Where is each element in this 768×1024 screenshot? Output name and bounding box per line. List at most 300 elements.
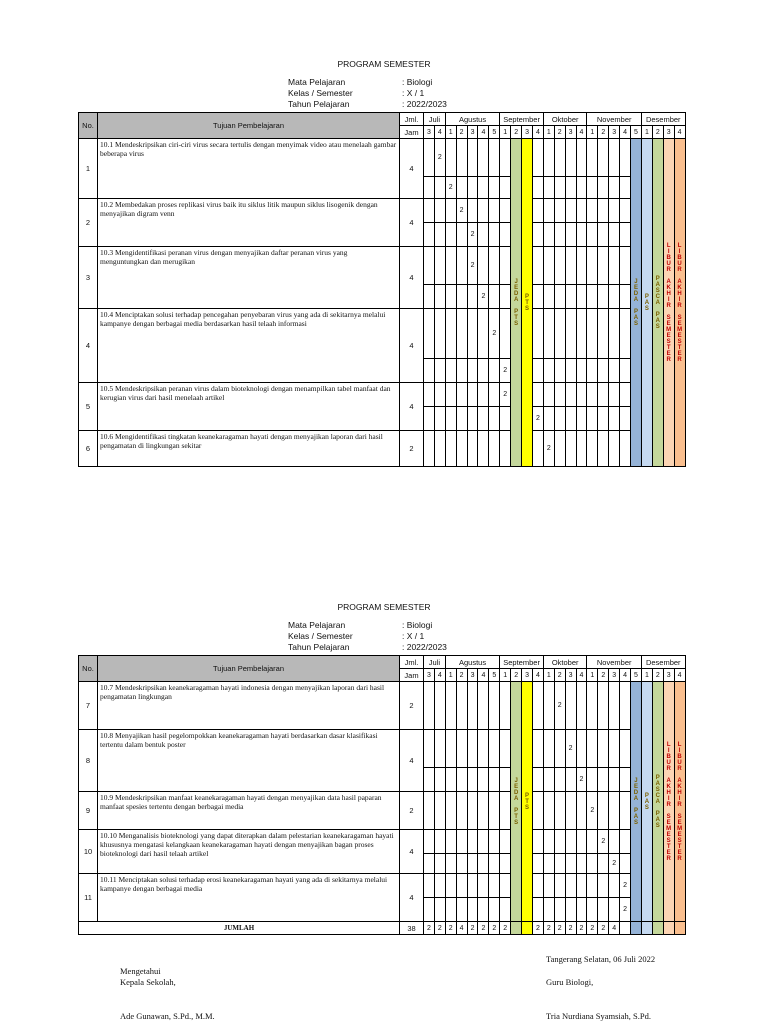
week-cell	[587, 898, 598, 922]
week-cell	[554, 309, 565, 359]
week-cell	[598, 898, 609, 922]
special-label: PASCA PAS	[654, 774, 661, 829]
week-cell: 2	[576, 768, 587, 792]
teacher-name: Tria Nurdiana Syamsiah, S.Pd.	[546, 1011, 651, 1021]
week-cell	[620, 682, 631, 730]
week-cell	[587, 309, 598, 359]
week-cell	[620, 309, 631, 359]
week-cell	[434, 682, 445, 730]
objective-code: 10.6	[100, 432, 115, 441]
meta-block	[288, 620, 447, 653]
week-cell	[620, 854, 631, 874]
header-month: September	[500, 113, 544, 126]
objective-text	[98, 247, 400, 309]
objective-desc: Mendeskripsikan keanekaragaman hayati indonesia dengan menyajikan laporan dari hasil pengamatan lingkungan	[100, 683, 385, 701]
week-cell	[478, 730, 489, 768]
week-cell	[500, 431, 511, 467]
header-week: 4	[620, 669, 631, 682]
week-cell	[554, 854, 565, 874]
week-cell	[500, 139, 511, 177]
week-cell	[424, 359, 435, 383]
header-jml: Jml.	[400, 656, 424, 669]
header-week: 3	[467, 126, 478, 139]
special-label: JEDA PAS	[632, 777, 639, 826]
jml-jam: 4	[400, 247, 424, 309]
week-cell	[445, 285, 456, 309]
week-cell	[554, 177, 565, 199]
week-cell	[554, 431, 565, 467]
week-cell	[620, 199, 631, 223]
week-cell	[456, 730, 467, 768]
week-cell	[620, 223, 631, 247]
objective-code: 10.9	[100, 793, 115, 802]
week-cell	[500, 768, 511, 792]
week-cell	[434, 830, 445, 854]
week-cell	[467, 874, 478, 898]
week-cell	[565, 309, 576, 359]
jumlah-week: 2	[445, 922, 456, 935]
week-cell	[554, 285, 565, 309]
week-cell	[598, 792, 609, 830]
header-week: 1	[641, 669, 652, 682]
header-week: 1	[500, 126, 511, 139]
sign-right-line1: Guru Biologi,	[546, 977, 594, 987]
week-cell	[598, 682, 609, 730]
week-cell	[620, 768, 631, 792]
special-label: PTS	[524, 293, 531, 312]
week-cell	[576, 247, 587, 285]
week-cell	[478, 139, 489, 177]
week-cell	[598, 854, 609, 874]
week-cell	[445, 730, 456, 768]
week-cell	[576, 177, 587, 199]
jumlah-week: 2	[489, 922, 500, 935]
row-number: 3	[79, 247, 98, 309]
week-cell	[532, 199, 543, 223]
week-cell: 2	[565, 730, 576, 768]
week-cell	[467, 139, 478, 177]
objective-code: 10.4	[100, 310, 115, 319]
week-cell	[434, 223, 445, 247]
jml-jam: 2	[400, 682, 424, 730]
week-cell	[478, 768, 489, 792]
header-week: 1	[641, 126, 652, 139]
week-cell: 2	[434, 139, 445, 177]
week-cell	[445, 407, 456, 431]
week-cell	[576, 730, 587, 768]
objective-text	[98, 874, 400, 922]
week-cell	[489, 830, 500, 854]
week-cell: 2	[500, 383, 511, 407]
special-label: LIBUR AKHIR SEMESTER	[676, 741, 683, 862]
week-cell	[434, 792, 445, 830]
special-column-libur2	[674, 139, 685, 467]
week-cell	[445, 830, 456, 854]
objective-desc: Mengidentifikasi peranan virus dengan menyajikan daftar peranan virus yang menguntungkan dan merugikan	[100, 248, 348, 266]
week-cell	[565, 792, 576, 830]
week-cell	[532, 247, 543, 285]
week-cell	[467, 830, 478, 854]
week-cell	[467, 898, 478, 922]
week-cell	[587, 383, 598, 407]
week-cell	[456, 359, 467, 383]
meta-label: Mata Pelajaran	[288, 620, 346, 630]
week-cell	[445, 854, 456, 874]
week-cell	[478, 898, 489, 922]
week-cell	[467, 177, 478, 199]
meta-label: Kelas / Semester	[288, 88, 353, 98]
week-cell	[456, 682, 467, 730]
week-cell	[445, 898, 456, 922]
header-week: 3	[424, 669, 435, 682]
header-week: 3	[424, 126, 435, 139]
week-cell	[500, 309, 511, 359]
week-cell	[576, 792, 587, 830]
week-cell	[543, 199, 554, 223]
header-week: 2	[554, 126, 565, 139]
week-cell: 2	[445, 177, 456, 199]
week-cell	[609, 359, 620, 383]
objective-text	[98, 383, 400, 431]
meta-label: Kelas / Semester	[288, 631, 353, 641]
week-cell	[543, 359, 554, 383]
week-cell	[565, 854, 576, 874]
week-cell	[434, 285, 445, 309]
week-cell	[543, 768, 554, 792]
week-cell	[434, 874, 445, 898]
week-cell	[587, 854, 598, 874]
week-cell	[445, 199, 456, 223]
jumlah-week	[641, 922, 652, 935]
week-cell	[500, 792, 511, 830]
week-cell	[554, 199, 565, 223]
header-week: 3	[609, 126, 620, 139]
week-cell: 2	[609, 854, 620, 874]
week-cell	[532, 359, 543, 383]
jumlah-week: 2	[500, 922, 511, 935]
objective-text	[98, 309, 400, 383]
week-cell	[500, 682, 511, 730]
row-number: 10	[79, 830, 98, 874]
jumlah-week	[663, 922, 674, 935]
week-cell	[445, 682, 456, 730]
header-jam: Jam	[400, 669, 424, 682]
week-cell	[456, 247, 467, 285]
special-label: PAS	[643, 293, 650, 312]
week-cell	[489, 247, 500, 285]
week-cell	[456, 139, 467, 177]
signature-right	[546, 977, 651, 1022]
week-cell	[554, 359, 565, 383]
jumlah-week: 4	[609, 922, 620, 935]
week-cell	[445, 359, 456, 383]
week-cell	[445, 768, 456, 792]
week-cell	[424, 431, 435, 467]
week-cell	[489, 177, 500, 199]
week-cell	[424, 854, 435, 874]
week-cell	[565, 768, 576, 792]
week-cell	[598, 309, 609, 359]
objective-code: 10.7	[100, 683, 115, 692]
week-cell	[543, 407, 554, 431]
header-week: 3	[565, 126, 576, 139]
special-column-libur1	[663, 682, 674, 922]
week-cell	[609, 682, 620, 730]
week-cell	[424, 285, 435, 309]
header-month: September	[500, 656, 544, 669]
jumlah-week: 2	[434, 922, 445, 935]
week-cell	[532, 682, 543, 730]
week-cell	[587, 830, 598, 854]
week-cell	[576, 383, 587, 407]
week-cell	[467, 682, 478, 730]
week-cell	[598, 199, 609, 223]
week-cell	[609, 285, 620, 309]
week-cell	[565, 177, 576, 199]
objective-desc: Mendeskripsikan peranan virus dalam bioteknologi dengan menampilkan tabel manfaat dan kerugian virus dari hasil menelaah artikel	[100, 384, 391, 402]
week-cell	[598, 431, 609, 467]
week-cell	[532, 139, 543, 177]
table-row	[79, 199, 686, 223]
week-cell	[598, 407, 609, 431]
special-label: LIBUR AKHIR SEMESTER	[665, 741, 672, 862]
week-cell	[598, 223, 609, 247]
week-cell	[554, 874, 565, 898]
week-cell	[478, 359, 489, 383]
week-cell	[576, 223, 587, 247]
signature-left	[120, 966, 215, 1022]
week-cell	[620, 383, 631, 407]
objective-text	[98, 431, 400, 467]
week-cell	[620, 247, 631, 285]
jumlah-week: 2	[554, 922, 565, 935]
week-cell	[565, 247, 576, 285]
week-cell	[609, 407, 620, 431]
week-cell	[434, 177, 445, 199]
jumlah-row	[79, 922, 686, 935]
week-cell	[456, 383, 467, 407]
jumlah-week: 2	[598, 922, 609, 935]
row-number: 8	[79, 730, 98, 792]
jumlah-week: 2	[587, 922, 598, 935]
week-cell	[500, 854, 511, 874]
week-cell	[554, 139, 565, 177]
week-cell	[424, 199, 435, 223]
week-cell	[532, 309, 543, 359]
meta-value: : 2022/2023	[402, 99, 447, 109]
header-month: November	[587, 113, 642, 126]
week-cell: 2	[456, 199, 467, 223]
header-week: 2	[456, 126, 467, 139]
week-cell: 2	[467, 247, 478, 285]
table-row	[79, 682, 686, 730]
row-number: 4	[79, 309, 98, 383]
header-tujuan: Tujuan Pembelajaran	[98, 656, 400, 682]
objective-code: 10.1	[100, 140, 115, 149]
header-week: 3	[522, 669, 533, 682]
meta-value: : 2022/2023	[402, 642, 447, 652]
week-cell	[576, 139, 587, 177]
week-cell	[424, 223, 435, 247]
week-cell	[554, 830, 565, 854]
week-cell	[456, 223, 467, 247]
week-cell	[467, 383, 478, 407]
principal-name: Ade Gunawan, S.Pd., M.M.	[120, 1011, 215, 1021]
week-cell	[424, 792, 435, 830]
header-week: 4	[674, 669, 685, 682]
week-cell	[554, 898, 565, 922]
week-cell	[467, 730, 478, 768]
week-cell	[478, 431, 489, 467]
week-cell	[424, 830, 435, 854]
week-cell	[445, 792, 456, 830]
week-cell	[543, 792, 554, 830]
jumlah-week	[522, 922, 533, 935]
jumlah-week: 2	[543, 922, 554, 935]
week-cell	[587, 682, 598, 730]
jumlah-week	[620, 922, 631, 935]
week-cell	[434, 854, 445, 874]
week-cell	[587, 177, 598, 199]
week-cell	[478, 854, 489, 874]
week-cell	[532, 223, 543, 247]
header-month: Desember	[641, 656, 685, 669]
jumlah-week: 4	[456, 922, 467, 935]
week-cell	[467, 768, 478, 792]
week-cell	[576, 359, 587, 383]
header-week: 4	[532, 669, 543, 682]
jml-jam: 4	[400, 874, 424, 922]
week-cell	[576, 830, 587, 854]
jml-jam: 4	[400, 309, 424, 383]
week-cell	[489, 199, 500, 223]
week-cell	[445, 139, 456, 177]
special-column-jeda_pas	[631, 139, 642, 467]
week-cell: 2	[543, 431, 554, 467]
table-row	[79, 792, 686, 830]
header-week: 4	[576, 126, 587, 139]
header-jml: Jml.	[400, 113, 424, 126]
week-cell	[620, 285, 631, 309]
week-cell	[565, 898, 576, 922]
jumlah-total: 38	[400, 922, 424, 935]
week-cell	[609, 431, 620, 467]
objective-code: 10.10	[100, 831, 119, 840]
header-week: 3	[663, 669, 674, 682]
week-cell	[543, 247, 554, 285]
week-cell: 2	[489, 309, 500, 359]
jumlah-week: 2	[532, 922, 543, 935]
week-cell	[424, 139, 435, 177]
week-cell	[467, 199, 478, 223]
week-cell	[532, 854, 543, 874]
week-cell	[424, 682, 435, 730]
special-label: JEDA PAS	[632, 278, 639, 327]
week-cell	[609, 898, 620, 922]
week-cell	[543, 730, 554, 768]
week-cell	[565, 359, 576, 383]
week-cell	[576, 682, 587, 730]
week-cell	[478, 830, 489, 854]
week-cell	[565, 407, 576, 431]
week-cell	[456, 898, 467, 922]
jml-jam: 4	[400, 830, 424, 874]
meta-value: : Biologi	[402, 620, 433, 630]
week-cell	[565, 223, 576, 247]
week-cell	[467, 285, 478, 309]
week-cell	[565, 199, 576, 223]
header-week: 3	[565, 669, 576, 682]
header-month: Juli	[424, 656, 446, 669]
week-cell	[576, 898, 587, 922]
week-cell	[620, 730, 631, 768]
week-cell	[445, 874, 456, 898]
week-cell	[445, 223, 456, 247]
week-cell	[609, 139, 620, 177]
week-cell	[532, 730, 543, 768]
week-cell	[598, 139, 609, 177]
week-cell	[598, 730, 609, 768]
week-cell	[467, 309, 478, 359]
header-week: 4	[576, 669, 587, 682]
header-week: 1	[587, 126, 598, 139]
special-column-pts	[522, 682, 533, 922]
header-week: 1	[543, 669, 554, 682]
week-cell	[424, 874, 435, 898]
week-cell	[587, 768, 598, 792]
week-cell	[478, 383, 489, 407]
week-cell: 2	[554, 682, 565, 730]
week-cell	[609, 730, 620, 768]
week-cell	[532, 383, 543, 407]
week-cell	[576, 431, 587, 467]
objective-desc: Mengidentifikasi tingkatan keanekaragaman hayati dengan menyajikan laporan dari hasil pengamatan di lingkungan sekitar	[100, 432, 383, 450]
week-cell	[500, 247, 511, 285]
week-cell	[554, 407, 565, 431]
objective-text	[98, 792, 400, 830]
header-week: 5	[631, 669, 642, 682]
week-cell	[609, 199, 620, 223]
week-cell	[554, 792, 565, 830]
header-week: 2	[598, 126, 609, 139]
week-cell	[532, 177, 543, 199]
table-row	[79, 874, 686, 898]
meta-label: Tahun Pelajaran	[288, 642, 350, 652]
jumlah-week	[511, 922, 522, 935]
week-cell	[565, 874, 576, 898]
meta-value: : X / 1	[402, 631, 425, 641]
week-cell	[434, 768, 445, 792]
week-cell	[434, 730, 445, 768]
week-cell	[424, 768, 435, 792]
week-cell	[434, 359, 445, 383]
header-week: 3	[609, 669, 620, 682]
header-week: 4	[620, 126, 631, 139]
week-cell	[576, 309, 587, 359]
week-cell	[565, 830, 576, 854]
special-column-pas	[641, 139, 652, 467]
week-cell	[598, 383, 609, 407]
week-cell: 2	[500, 359, 511, 383]
header-month: Desember	[641, 113, 685, 126]
week-cell	[554, 383, 565, 407]
week-cell	[456, 854, 467, 874]
objective-code: 10.11	[100, 875, 119, 884]
sign-left-line1: Mengetahui	[120, 966, 161, 976]
week-cell	[565, 431, 576, 467]
week-cell	[500, 874, 511, 898]
special-column-jeda_pas	[631, 682, 642, 922]
